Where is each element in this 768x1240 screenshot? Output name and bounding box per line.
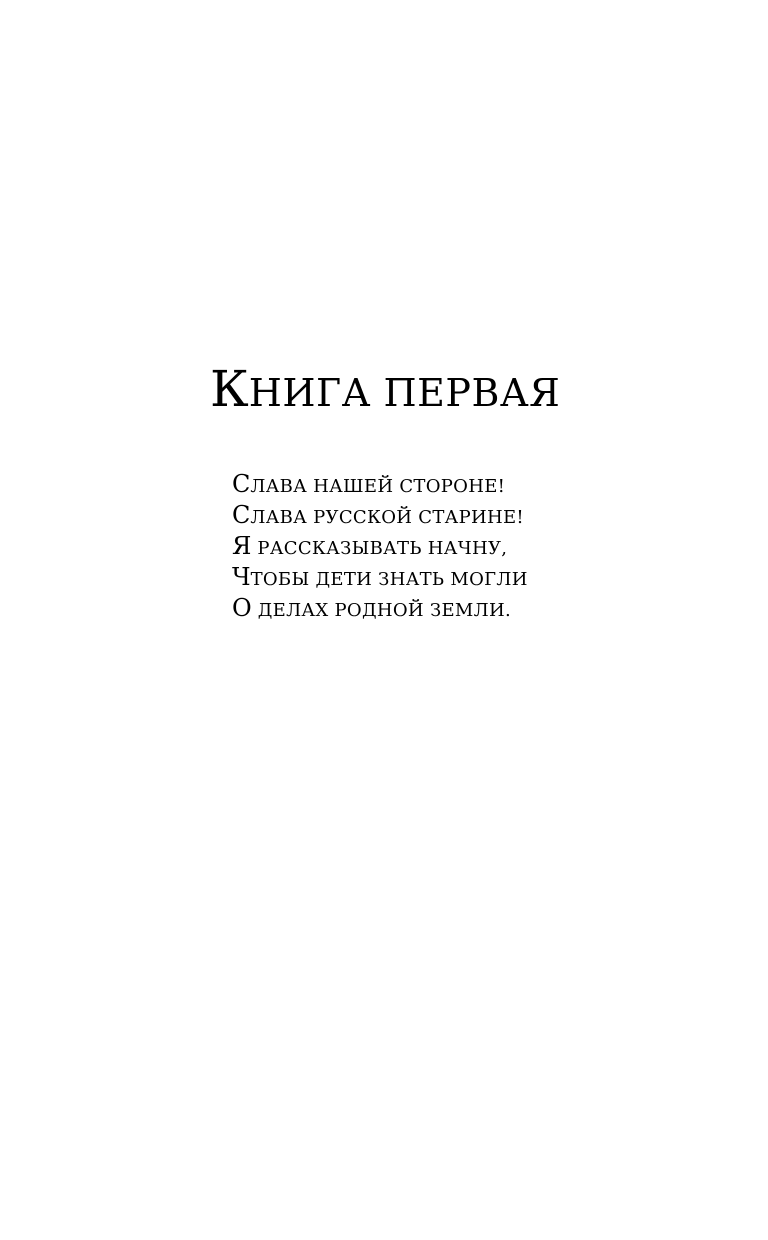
verse-line-initial-cap: С: [232, 501, 251, 529]
chapter-title: [210, 360, 561, 418]
verse-line: [232, 593, 528, 624]
verse-line-smallcaps: ЛАВА РУССКОЙ СТАРИНЕ!: [250, 507, 524, 528]
verse-line-smallcaps: ЛАВА НАШЕЙ СТОРОНЕ!: [250, 476, 506, 497]
verse-line-smallcaps: РАССКАЗЫВАТЬ НАЧНУ,: [251, 538, 508, 559]
verse-line-smallcaps: ДЕЛАХ РОДНОЙ ЗЕМЛИ.: [251, 600, 511, 621]
chapter-title-smallcaps: НИГА ПЕРВАЯ: [248, 371, 561, 415]
verse-line-smallcaps: ТОБЫ ДЕТИ ЗНАТЬ МОГЛИ: [250, 569, 528, 590]
verse-line-initial-cap: Я: [232, 532, 252, 560]
verse-line: [232, 500, 528, 531]
epigraph-verse: [232, 469, 528, 624]
verse-line-initial-cap: Ч: [232, 563, 251, 591]
chapter-title-initial-cap: К: [210, 360, 249, 418]
verse-line: [232, 469, 528, 500]
verse-line-initial-cap: О: [232, 594, 252, 622]
verse-line: [232, 562, 528, 593]
verse-line: [232, 531, 528, 562]
verse-line-initial-cap: С: [232, 470, 251, 498]
